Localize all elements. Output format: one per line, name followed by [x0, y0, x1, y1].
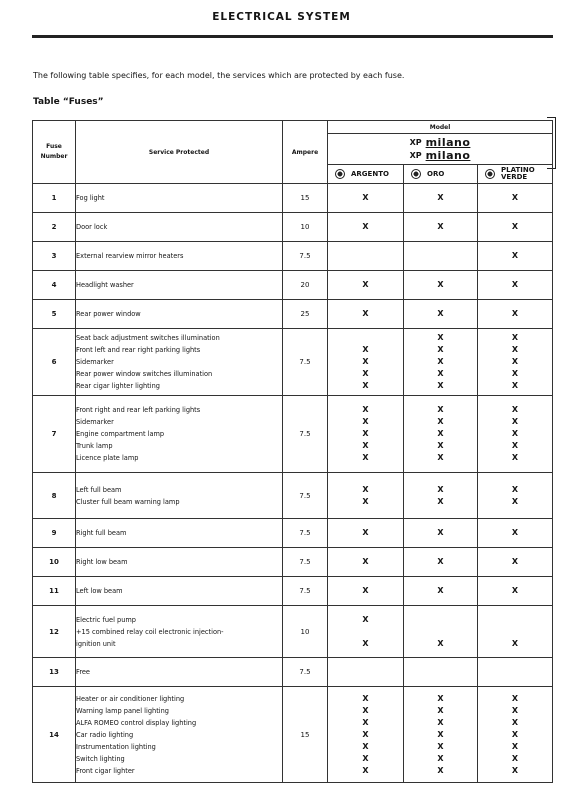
model-mark-cell — [478, 687, 553, 783]
service-protected: Right full beam — [76, 529, 127, 537]
protection-mark: X — [437, 381, 444, 390]
service-protected: Switch lighting — [76, 754, 125, 763]
protection-mark: X — [437, 193, 444, 202]
service-header: Service Protected — [76, 121, 283, 184]
fuse-number: 10 — [33, 548, 76, 577]
protection-mark: X — [511, 528, 519, 537]
protection-mark: X — [437, 357, 444, 366]
protection-mark — [404, 626, 477, 638]
protection-mark: X — [362, 557, 369, 566]
service-protected: Front cigar lighter — [76, 766, 135, 775]
model-mark-cell — [404, 548, 478, 577]
milano-wordmark: milano — [425, 136, 471, 149]
fuse-number: 8 — [33, 473, 76, 519]
table-title: Table “Fuses” — [33, 97, 104, 107]
table-row — [33, 577, 553, 606]
model-mark-cell — [404, 329, 478, 396]
header-divider — [32, 35, 553, 38]
model-mark-cell — [478, 606, 553, 658]
model-mark-cell — [478, 329, 553, 396]
protection-mark: X — [511, 309, 519, 318]
ampere-value: 7.5 — [283, 242, 328, 271]
service-protected: Heater or air conditioner lighting — [76, 694, 185, 703]
protection-mark: X — [362, 453, 369, 462]
protection-mark: X — [511, 705, 519, 715]
protection-mark: X — [362, 484, 369, 494]
service-protected: Seat back adjustment switches illumination — [76, 334, 220, 342]
ampere-value: 10 — [283, 606, 328, 658]
ampere-value: 15 — [283, 184, 328, 213]
service-protected: Front right and rear left parking lights — [76, 406, 201, 414]
table-row — [33, 658, 553, 687]
protection-mark: X — [362, 309, 369, 318]
fuse-number: 3 — [33, 242, 76, 271]
alfa-badge-icon — [411, 169, 421, 179]
fuse-number: 9 — [33, 519, 76, 548]
service-protected: Free — [76, 668, 90, 676]
model-mark-cell — [328, 658, 404, 687]
model-mark-cell — [328, 519, 404, 548]
protection-mark: X — [511, 280, 519, 289]
fuse-number: 13 — [33, 658, 76, 687]
intro-text: The following table specifies, for each model, the services which are protected by each fuse. — [33, 71, 405, 80]
protection-mark: X — [511, 729, 519, 739]
protection-mark — [328, 626, 403, 638]
protection-mark: X — [437, 345, 444, 354]
protection-mark: X — [437, 729, 444, 739]
ampere-value: 7.5 — [283, 519, 328, 548]
protection-mark: X — [362, 638, 369, 648]
protection-mark: X — [362, 280, 369, 289]
protection-mark: X — [437, 441, 444, 450]
protection-mark — [478, 626, 552, 638]
protection-mark: X — [362, 765, 369, 775]
protection-mark: X — [437, 586, 444, 595]
table-row — [33, 329, 553, 396]
model-mark-cell — [404, 396, 478, 473]
service-protected: ALFA ROMEO control display lighting — [76, 718, 197, 727]
protection-mark: X — [511, 484, 519, 494]
protection-mark: X — [511, 693, 519, 703]
table-row — [33, 687, 553, 783]
model-mark-cell — [404, 519, 478, 548]
fuse-header-line: Fuse — [46, 143, 62, 150]
service-protected: Rear cigar lighter lighting — [76, 382, 160, 390]
ampere-value: 7.5 — [283, 396, 328, 473]
model-name: PLATINO VERDE — [501, 166, 535, 181]
table-row — [33, 606, 553, 658]
fuses-table — [32, 120, 553, 783]
model-header: Model — [328, 121, 553, 134]
ampere-value: 7.5 — [283, 658, 328, 687]
protection-mark: X — [362, 705, 369, 715]
fuse-number: 14 — [33, 687, 76, 783]
protection-mark: X — [437, 280, 444, 289]
model-mark-cell — [404, 271, 478, 300]
service-protected: Door lock — [76, 223, 108, 231]
service-cell — [76, 271, 283, 300]
protection-mark: X — [362, 717, 369, 727]
protection-mark: X — [511, 357, 519, 366]
ampere-value: 10 — [283, 213, 328, 242]
model-oro-header — [404, 165, 478, 184]
protection-mark: X — [362, 441, 369, 450]
table-row — [33, 519, 553, 548]
protection-mark: X — [511, 345, 519, 354]
model-mark-cell — [478, 658, 553, 687]
model-mark-cell — [404, 577, 478, 606]
protection-mark — [478, 614, 552, 626]
protection-mark: X — [362, 405, 369, 414]
service-protected: +15 combined relay coil electronic injection- — [76, 627, 224, 636]
table-row — [33, 184, 553, 213]
alfa-badge-icon — [485, 169, 495, 179]
ampere-value: 25 — [283, 300, 328, 329]
number-header-line: Number — [40, 153, 68, 160]
protection-mark: X — [437, 222, 444, 231]
model-mark-cell — [328, 242, 404, 271]
service-cell — [76, 184, 283, 213]
milano-logo — [328, 149, 552, 162]
model-mark-cell — [478, 184, 553, 213]
protection-mark: X — [437, 417, 444, 426]
service-protected: Instrumentation lighting — [76, 742, 156, 751]
protection-mark — [328, 250, 403, 262]
model-mark-cell — [404, 213, 478, 242]
model-mark-cell — [478, 548, 553, 577]
model-name: ARGENTO — [351, 169, 389, 178]
table-row — [33, 242, 553, 271]
service-cell — [76, 519, 283, 548]
service-cell — [76, 213, 283, 242]
model-mark-cell — [404, 658, 478, 687]
xp-mark: XP — [409, 151, 422, 160]
service-cell — [76, 548, 283, 577]
protection-mark: X — [362, 369, 369, 378]
protection-mark: X — [362, 496, 369, 506]
fuse-number-header — [33, 121, 76, 184]
model-mark-cell — [328, 271, 404, 300]
model-mark-cell — [328, 687, 404, 783]
protection-mark: X — [362, 222, 369, 231]
model-mark-cell — [328, 577, 404, 606]
service-protected: Electric fuel pump — [76, 615, 136, 624]
protection-mark: X — [511, 638, 519, 648]
service-cell — [76, 606, 283, 658]
protection-mark: X — [511, 429, 519, 438]
model-mark-cell — [328, 300, 404, 329]
protection-mark: X — [362, 429, 369, 438]
xp-mark: XP — [409, 138, 422, 147]
protection-mark: X — [511, 381, 519, 390]
protection-mark: X — [437, 753, 444, 763]
model-mark-cell — [404, 473, 478, 519]
protection-mark — [328, 666, 403, 678]
table-row — [33, 300, 553, 329]
protection-mark: X — [362, 417, 369, 426]
model-mark-cell — [328, 606, 404, 658]
service-cell — [76, 473, 283, 519]
protection-mark: X — [511, 586, 519, 595]
protection-mark: X — [511, 405, 519, 414]
model-mark-cell — [478, 519, 553, 548]
protection-mark: X — [511, 222, 519, 231]
protection-mark: X — [362, 345, 369, 354]
protection-mark: X — [362, 357, 369, 366]
protection-mark: X — [362, 753, 369, 763]
protection-mark: X — [511, 496, 519, 506]
protection-mark: X — [511, 417, 519, 426]
model-mark-cell — [478, 271, 553, 300]
protection-mark: X — [511, 557, 519, 566]
protection-mark: X — [362, 614, 369, 624]
service-protected: Left full beam — [76, 485, 122, 494]
protection-mark: X — [437, 528, 444, 537]
service-protected: Right low beam — [76, 558, 128, 566]
protection-mark: X — [437, 429, 444, 438]
service-protected: External rearview mirror heaters — [76, 252, 184, 260]
protection-mark — [328, 332, 403, 344]
protection-mark: X — [437, 741, 444, 751]
service-cell — [76, 329, 283, 396]
service-protected: Sidemarker — [76, 418, 114, 426]
table-row — [33, 271, 553, 300]
protection-mark: X — [511, 765, 519, 775]
protection-mark: X — [362, 586, 369, 595]
service-cell — [76, 658, 283, 687]
service-cell — [76, 396, 283, 473]
service-cell — [76, 300, 283, 329]
table-row — [33, 213, 553, 242]
alfa-badge-icon — [335, 169, 345, 179]
protection-mark: X — [362, 741, 369, 751]
protection-mark: X — [437, 453, 444, 462]
model-mark-cell — [328, 184, 404, 213]
table-row — [33, 473, 553, 519]
protection-mark: X — [362, 729, 369, 739]
protection-mark: X — [511, 251, 519, 260]
ampere-header: Ampere — [283, 121, 328, 184]
service-cell — [76, 577, 283, 606]
protection-mark: X — [437, 333, 444, 342]
service-cell — [76, 687, 283, 783]
ampere-value: 7.5 — [283, 577, 328, 606]
protection-mark — [404, 250, 477, 262]
protection-mark: X — [437, 638, 444, 648]
service-protected: Licence plate lamp — [76, 454, 139, 462]
protection-mark: X — [511, 717, 519, 727]
fuse-number: 6 — [33, 329, 76, 396]
protection-mark: X — [437, 484, 444, 494]
model-mark-cell — [404, 606, 478, 658]
ampere-value: 7.5 — [283, 473, 328, 519]
model-mark-cell — [328, 213, 404, 242]
model-mark-cell — [478, 300, 553, 329]
protection-mark — [478, 666, 552, 678]
fuse-number: 2 — [33, 213, 76, 242]
ampere-value: 15 — [283, 687, 328, 783]
model-mark-cell — [328, 548, 404, 577]
model-mark-cell — [404, 300, 478, 329]
model-mark-cell — [478, 396, 553, 473]
ampere-value: 7.5 — [283, 329, 328, 396]
service-protected: Left low beam — [76, 587, 123, 595]
service-protected: ignition unit — [76, 639, 116, 648]
model-platino-header — [478, 165, 553, 184]
model-mark-cell — [328, 329, 404, 396]
protection-mark: X — [511, 741, 519, 751]
fuse-number: 11 — [33, 577, 76, 606]
model-mark-cell — [328, 473, 404, 519]
protection-mark: X — [511, 369, 519, 378]
model-mark-cell — [328, 396, 404, 473]
service-protected: Rear power window — [76, 310, 141, 318]
protection-mark: X — [437, 405, 444, 414]
service-protected: Trunk lamp — [76, 442, 113, 450]
protection-mark: X — [511, 333, 519, 342]
model-name: ORO — [427, 169, 445, 178]
protection-mark: X — [511, 753, 519, 763]
protection-mark: X — [437, 496, 444, 506]
ampere-value: 7.5 — [283, 548, 328, 577]
model-mark-cell — [478, 473, 553, 519]
table-row — [33, 396, 553, 473]
protection-mark: X — [511, 441, 519, 450]
fuse-number: 7 — [33, 396, 76, 473]
model-logos — [328, 134, 553, 165]
protection-mark: X — [362, 193, 369, 202]
protection-mark: X — [362, 381, 369, 390]
service-protected: Headlight washer — [76, 281, 134, 289]
protection-mark: X — [362, 693, 369, 703]
model-mark-cell — [478, 242, 553, 271]
milano-wordmark: milano — [425, 149, 471, 162]
protection-mark: X — [437, 309, 444, 318]
protection-mark: X — [437, 765, 444, 775]
table-row — [33, 548, 553, 577]
service-protected: Cluster full beam warning lamp — [76, 497, 180, 506]
protection-mark — [404, 666, 477, 678]
service-protected: Engine compartment lamp — [76, 430, 165, 438]
fuse-number: 1 — [33, 184, 76, 213]
model-mark-cell — [404, 184, 478, 213]
model-argento-header — [328, 165, 404, 184]
protection-mark — [404, 614, 477, 626]
fuses-table-body — [33, 184, 553, 783]
protection-mark: X — [511, 453, 519, 462]
ampere-value: 20 — [283, 271, 328, 300]
service-protected: Fog light — [76, 194, 105, 202]
page-title: ELECTRICAL SYSTEM — [212, 11, 351, 23]
protection-mark: X — [437, 717, 444, 727]
service-protected: Sidemarker — [76, 358, 114, 366]
milano-logo — [328, 136, 552, 149]
protection-mark: X — [511, 193, 519, 202]
protection-mark: X — [437, 693, 444, 703]
fuse-number: 12 — [33, 606, 76, 658]
protection-mark: X — [437, 369, 444, 378]
model-mark-cell — [404, 687, 478, 783]
model-mark-cell — [478, 213, 553, 242]
protection-mark: X — [437, 705, 444, 715]
service-protected: Rear power window switches illumination — [76, 370, 213, 378]
service-protected: Front left and rear right parking lights — [76, 346, 201, 354]
service-protected: Car radio lighting — [76, 730, 134, 739]
protection-mark: X — [437, 557, 444, 566]
service-protected: Warning lamp panel lighting — [76, 706, 169, 715]
protection-mark: X — [362, 528, 369, 537]
fuse-number: 4 — [33, 271, 76, 300]
model-mark-cell — [404, 242, 478, 271]
model-mark-cell — [478, 577, 553, 606]
fuse-number: 5 — [33, 300, 76, 329]
service-cell — [76, 242, 283, 271]
